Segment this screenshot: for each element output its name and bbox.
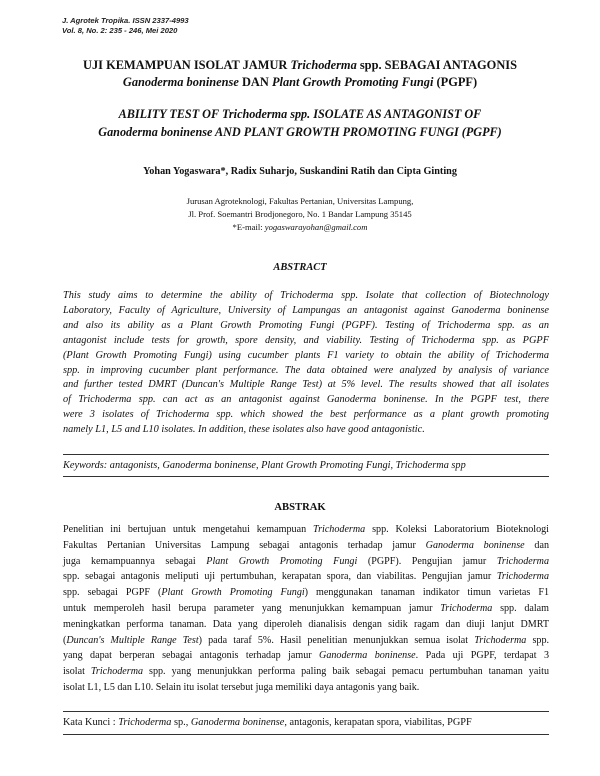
- affiliation-line: Jl. Prof. Soemantri Brodjonegoro, No. 1 Bandar Lampung 35145: [188, 209, 412, 219]
- abstrak-line: [63, 664, 549, 680]
- email-label: *E-mail:: [232, 222, 265, 232]
- abstract-body: [63, 289, 549, 438]
- abstrak-text: spp. yang menunjukkan performa paling baik sebagai pemacu pertumbuhan tanaman yaitu: [143, 666, 549, 678]
- abstract-line: This study aims to determine the ability of Trichoderma spp. Isolate that collection of Biotechnology: [63, 290, 549, 301]
- abstrak-italic: Ganoderma boninense: [319, 650, 416, 662]
- abstrak-text: ) pada taraf 5%. Hasil penelitian menunjukkan semua isolat: [198, 634, 475, 646]
- abstrak-line: [63, 617, 549, 633]
- abstrak-text: spp. sebagai PGPF (: [63, 587, 162, 599]
- keywords-indonesian: [63, 717, 549, 728]
- abstrak-italic: Plant Growth Promoting Fungi: [161, 587, 305, 599]
- abstrak-text: (PGPF). Pengujian jamur: [357, 555, 497, 567]
- abstrak-line: [63, 554, 549, 570]
- title-id-species: Ganoderma boninense: [122, 75, 239, 89]
- abstrak-italic: Ganoderma boninense: [425, 539, 525, 551]
- title-id-text: DAN: [238, 75, 272, 89]
- abstrak-line: [63, 522, 549, 538]
- abstract-heading: ABSTRACT: [273, 262, 327, 273]
- title-id-text: UJI KEMAMPUAN ISOLAT JAMUR: [83, 58, 291, 72]
- journal-header: [62, 16, 189, 36]
- abstrak-line: [63, 538, 549, 554]
- abstrak-italic: Trichoderma: [90, 666, 144, 678]
- abstrak-italic: Plant Growth Promoting Fungi: [206, 555, 358, 567]
- abstract-line: namely L1, L5 and L10 isolates. In addition, these isolates also have good antagonistic.: [63, 424, 425, 436]
- abstrak-line: [63, 633, 549, 649]
- affiliation: [40, 195, 560, 234]
- title-id-genus: Trichoderma: [290, 58, 357, 72]
- abstrak-line: [63, 585, 549, 601]
- abstract-line: and also its ability as a Plant Growth Promoting Fungi (PGPF). Testing of Trichoderma spp. as an: [63, 319, 549, 331]
- abstrak-text: spp. sebagai antagonis meliputi uji pertumbuhan, kerapatan spora, dan viabilitas. Pengujian jamur: [63, 571, 497, 583]
- keyword-italic: Ganoderma boninense: [190, 717, 285, 728]
- abstrak-line: [63, 569, 549, 585]
- journal-volume: Vol. 8, No. 2: 235 - 246, Mei 2020: [62, 26, 178, 35]
- authors: Yohan Yogaswara*, Radix Suharjo, Suskandini Ratih dan Cipta Ginting: [143, 166, 457, 177]
- divider: [63, 454, 549, 455]
- abstract-line: were 3 isolates of Trichoderma spp. which showed the best performance as a plant growth promoting: [63, 409, 549, 421]
- abstract-line: (Plant Growth Promoting Fungi) using cucumber plants F1 variety to obtain the ability of Trichoderma: [63, 349, 549, 361]
- abstract-line: Laboratory, Faculty of Agriculture, University of Lampungas an antagonist against Ganoderma boninense: [63, 304, 549, 316]
- abstract-line: spp. in improving cucumber plant performance. The data obtained were analyzed by analysis of variance: [63, 364, 549, 376]
- abstrak-text: spp. Koleksi Laboratorium Bioteknologi: [365, 524, 549, 535]
- abstrak-text: Penelitian ini bertujuan untuk mengetahui kemampuan: [63, 524, 314, 535]
- abstrak-text: dan: [524, 539, 549, 551]
- email-link[interactable]: yogaswarayohan@gmail.com: [264, 222, 368, 232]
- affiliation-line: Jurusan Agroteknologi, Fakultas Pertanian, Universitas Lampung,: [186, 196, 414, 206]
- abstrak-text: isolat L1, L5 dan L10. Selain itu isolat tersebut juga memiliki daya antagonis yang baik.: [63, 681, 420, 693]
- divider: [63, 476, 549, 477]
- abstrak-italic: Trichoderma: [440, 602, 493, 614]
- abstract-line: antagonist include tests for growth, spore density, and viability. Testing of Trichoderma spp. as PGPF: [63, 334, 549, 346]
- title-english: [40, 105, 560, 141]
- abstrak-line: [63, 601, 549, 617]
- abstrak-text: spp.: [526, 634, 550, 646]
- affiliation-email-line: [40, 221, 560, 234]
- abstrak-line: [63, 680, 549, 696]
- abstrak-text: ) menggunakan tanaman indikator timun varietas F1: [304, 587, 549, 599]
- abstrak-body: [63, 522, 549, 696]
- abstrak-text: yang dapat berperan sebagai antagonis terhadap jamur: [63, 650, 320, 662]
- abstrak-text: isolat: [63, 666, 91, 678]
- title-indonesian: [40, 57, 560, 91]
- abstract-line: and further tested DMRT (Duncan's Multiple Range Test) at 5% level. The results showed that all isolates: [63, 379, 549, 391]
- keywords-english: Keywords: antagonists, Ganoderma boninense, Plant Growth Promoting Fungi, Trichoderma spp: [63, 460, 466, 471]
- abstrak-text: spp. dalam: [492, 602, 549, 614]
- journal-issn: J. Agrotek Tropika. ISSN 2337-4993: [62, 16, 189, 25]
- abstrak-text: (: [63, 634, 67, 646]
- abstrak-italic: Trichoderma: [313, 524, 366, 535]
- divider: [63, 711, 549, 712]
- abstrak-italic: Trichoderma: [474, 634, 527, 646]
- abstrak-line: [63, 648, 549, 664]
- divider: [63, 734, 549, 735]
- abstrak-text: untuk memperoleh hasil berupa parameter yang menunjukkan kemampuan jamur: [63, 602, 441, 614]
- title-id-pgpf: Plant Growth Promoting Fungi: [271, 75, 434, 89]
- abstrak-text: Fakultas Pertanian Universitas Lampung sebagai antagonis terhadap jamur: [63, 539, 426, 551]
- abstrak-italic: Duncan's Multiple Range Test: [66, 634, 199, 646]
- abstrak-italic: Trichoderma: [496, 555, 550, 567]
- kata-kunci-label: Kata Kunci :: [63, 717, 119, 728]
- title-en-line: ABILITY TEST OF Trichoderma spp. ISOLATE AS ANTAGONIST OF: [118, 107, 482, 121]
- abstrak-text: meningkatkan performa tanaman. Data yang diperoleh dianalisis dengan sidik ragam dan diuji lanjut DMRT: [63, 618, 549, 630]
- title-en-line: Ganoderma boninense AND PLANT GROWTH PROMOTING FUNGI (PGPF): [98, 125, 502, 139]
- abstrak-heading: ABSTRAK: [274, 502, 326, 513]
- title-id-text: spp. SEBAGAI ANTAGONIS: [356, 58, 517, 72]
- keyword-italic: Trichoderma: [118, 717, 172, 728]
- title-id-text: (PGPF): [433, 75, 478, 89]
- abstract-line: of Trichoderma spp. can act as an antagonist against Ganoderma boninense. In the PGPF test, there: [63, 394, 549, 406]
- keyword-text: , antagonis, kerapatan spora, viabilitas, PGPF: [284, 717, 472, 728]
- abstrak-italic: Trichoderma: [496, 571, 549, 583]
- abstrak-text: juga kemampuannya sebagai: [63, 555, 207, 567]
- keyword-text: sp.,: [171, 717, 191, 728]
- abstrak-text: . Pada uji PGPF, terdapat 3: [415, 650, 549, 662]
